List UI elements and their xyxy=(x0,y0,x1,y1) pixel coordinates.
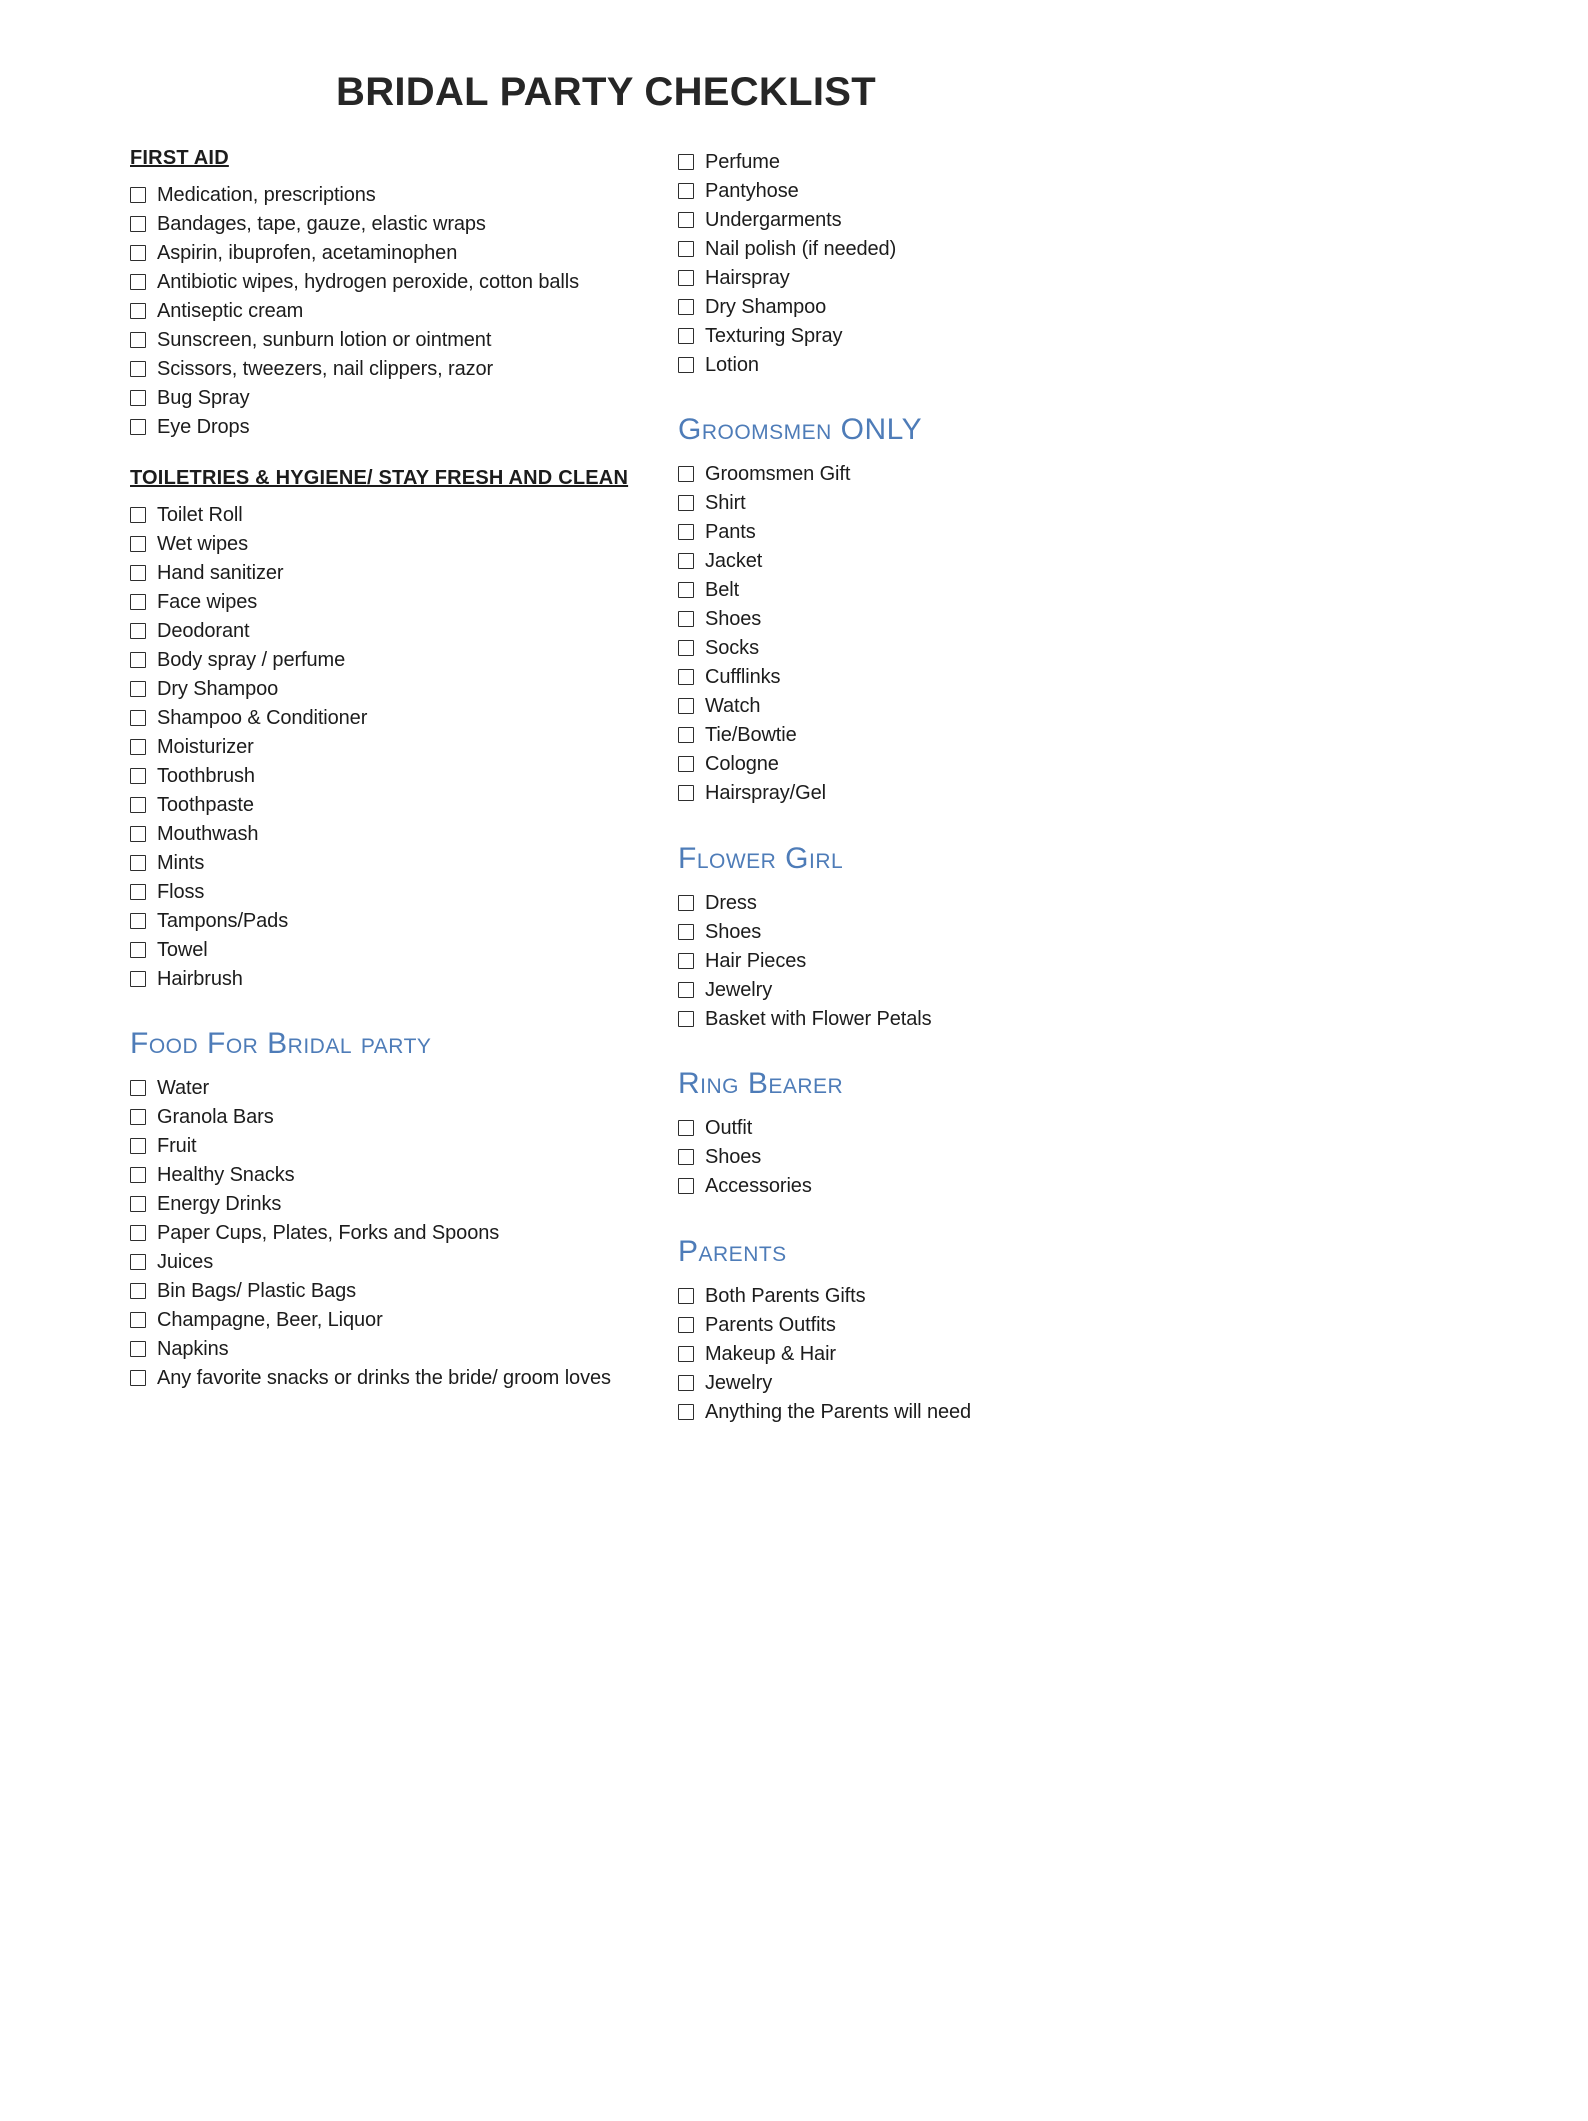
checklist-item xyxy=(130,500,675,529)
checklist-item xyxy=(130,674,675,703)
item-label: Perfume xyxy=(705,150,780,173)
checkbox-icon[interactable] xyxy=(130,1312,146,1328)
checklist-item xyxy=(130,238,675,267)
checklist-item xyxy=(678,1339,1098,1368)
checkbox-icon[interactable] xyxy=(678,495,694,511)
section-ring-bearer xyxy=(678,1067,1098,1201)
checkbox-icon[interactable] xyxy=(130,507,146,523)
item-label: Fruit xyxy=(157,1135,197,1157)
checkbox-icon[interactable] xyxy=(130,1138,146,1154)
checklist-item xyxy=(130,1335,675,1364)
item-label: Mouthwash xyxy=(157,822,259,845)
item-label: Deodorant xyxy=(157,619,250,642)
checkbox-icon[interactable] xyxy=(130,1167,146,1183)
checklist-item xyxy=(678,1368,1098,1397)
checkbox-icon[interactable] xyxy=(678,982,694,998)
checkbox-icon[interactable] xyxy=(678,1178,694,1194)
checklist-item xyxy=(678,946,1098,975)
checkbox-icon[interactable] xyxy=(678,953,694,969)
checkbox-icon[interactable] xyxy=(130,1283,146,1299)
item-label: Watch xyxy=(705,695,761,717)
checkbox-icon[interactable] xyxy=(130,187,146,203)
checklist-item xyxy=(678,663,1098,692)
item-label: Healthy Snacks xyxy=(157,1164,295,1186)
checklist-item xyxy=(130,790,675,819)
item-label: Both Parents Gifts xyxy=(705,1284,866,1307)
item-label: Shoes xyxy=(705,1146,762,1168)
checkbox-icon[interactable] xyxy=(678,1011,694,1027)
checkbox-icon[interactable] xyxy=(130,594,146,610)
page-title: BRIDAL PARTY CHECKLIST xyxy=(336,70,876,114)
checkbox-icon[interactable] xyxy=(678,1317,694,1333)
checklist-item xyxy=(130,819,675,848)
checklist-item xyxy=(130,412,675,441)
checkbox-icon[interactable] xyxy=(130,1225,146,1241)
checklist-item xyxy=(678,1143,1098,1172)
checkbox-icon[interactable] xyxy=(678,212,694,228)
checkbox-icon[interactable] xyxy=(130,768,146,784)
item-label: Tampons/Pads xyxy=(157,909,289,932)
checklist-item xyxy=(678,321,1098,350)
checklist-item xyxy=(678,460,1098,489)
item-label: Bin Bags/ Plastic Bags xyxy=(157,1280,357,1302)
item-label: Jacket xyxy=(705,550,763,572)
checklist-item xyxy=(130,296,675,325)
item-label: Napkins xyxy=(157,1338,229,1360)
item-label: Accessories xyxy=(705,1175,812,1197)
item-label: Towel xyxy=(157,938,208,961)
checkbox-icon[interactable] xyxy=(678,895,694,911)
item-label: Moisturizer xyxy=(157,735,254,758)
checkbox-icon[interactable] xyxy=(678,299,694,315)
checklist-item xyxy=(130,1190,675,1219)
checkbox-icon[interactable] xyxy=(130,942,146,958)
item-label: Groomsmen Gift xyxy=(705,463,851,485)
item-label: Undergarments xyxy=(705,208,842,231)
section-heading-flower-girl: Flower Girl xyxy=(678,841,844,875)
checklist-item xyxy=(678,692,1098,721)
checkbox-icon[interactable] xyxy=(130,681,146,697)
checklist-item xyxy=(130,964,675,993)
checkbox-icon[interactable] xyxy=(678,270,694,286)
item-label: Pants xyxy=(705,521,756,543)
item-label: Toothpaste xyxy=(157,793,254,816)
checklist-item xyxy=(130,935,675,964)
checklist-item xyxy=(678,547,1098,576)
checkbox-icon[interactable] xyxy=(678,640,694,656)
checklist-item xyxy=(678,176,1098,205)
checkbox-icon[interactable] xyxy=(130,797,146,813)
checklist-item xyxy=(130,877,675,906)
checklist-item xyxy=(678,975,1098,1004)
checkbox-icon[interactable] xyxy=(130,565,146,581)
item-label: Juices xyxy=(157,1251,214,1273)
checkbox-icon[interactable] xyxy=(130,361,146,377)
checklist-item xyxy=(130,848,675,877)
checklist-item xyxy=(130,703,675,732)
item-label: Wet wipes xyxy=(157,532,248,555)
checklist-item xyxy=(130,1103,675,1132)
checkbox-icon[interactable] xyxy=(678,1404,694,1420)
item-label: Face wipes xyxy=(157,590,258,613)
checkbox-icon[interactable] xyxy=(678,1346,694,1362)
section-heading-ring-bearer: Ring Bearer xyxy=(678,1067,844,1100)
checkbox-icon[interactable] xyxy=(130,884,146,900)
item-label: Eye Drops xyxy=(157,415,250,438)
checklist-item xyxy=(678,1172,1098,1201)
item-label: Floss xyxy=(157,880,205,903)
checkbox-icon[interactable] xyxy=(678,357,694,373)
item-label: Nail polish (if needed) xyxy=(705,237,897,260)
checklist-item xyxy=(678,263,1098,292)
item-label: Medication, prescriptions xyxy=(157,183,376,206)
checklist-item xyxy=(130,906,675,935)
left-column xyxy=(130,147,675,1393)
checklist-item xyxy=(678,518,1098,547)
section-heading-food-for-bridal-party: Food For Bridal party xyxy=(130,1027,432,1060)
item-label: Pantyhose xyxy=(705,179,799,202)
checkbox-icon[interactable] xyxy=(678,1288,694,1304)
checkbox-icon[interactable] xyxy=(678,466,694,482)
item-label: Dress xyxy=(705,891,757,914)
checklist-item xyxy=(678,888,1098,917)
item-label: Toothbrush xyxy=(157,764,255,787)
item-label: Scissors, tweezers, nail clippers, razor xyxy=(157,357,494,380)
checklist-item xyxy=(130,616,675,645)
checkbox-icon[interactable] xyxy=(130,971,146,987)
checklist-item xyxy=(678,292,1098,321)
checkbox-icon[interactable] xyxy=(130,1080,146,1096)
checkbox-icon[interactable] xyxy=(678,756,694,772)
item-label: Mints xyxy=(157,851,205,874)
item-label: Basket with Flower Petals xyxy=(705,1007,932,1030)
item-label: Dry Shampoo xyxy=(157,677,279,700)
checklist-item xyxy=(678,1310,1098,1339)
item-label: Cufflinks xyxy=(705,666,781,688)
checklist-item xyxy=(678,234,1098,263)
item-label: Granola Bars xyxy=(157,1106,274,1128)
checkbox-icon[interactable] xyxy=(130,1341,146,1357)
item-label: Sunscreen, sunburn lotion or ointment xyxy=(157,328,492,351)
checklist-item xyxy=(130,1277,675,1306)
item-label: Water xyxy=(157,1077,210,1099)
checklist-item xyxy=(130,645,675,674)
item-label: Shoes xyxy=(705,920,762,943)
checklist-item xyxy=(130,325,675,354)
checklist-item xyxy=(678,1114,1098,1143)
checklist-item xyxy=(678,779,1098,808)
checklist-item xyxy=(678,1004,1098,1033)
checkbox-icon[interactable] xyxy=(678,785,694,801)
checklist-item xyxy=(678,489,1098,518)
item-label: Bug Spray xyxy=(157,386,250,409)
item-label: Antiseptic cream xyxy=(157,299,304,322)
item-label: Socks xyxy=(705,637,759,659)
checklist-item xyxy=(678,147,1098,176)
section-beauty-continued xyxy=(678,147,1098,379)
item-label: Hair Pieces xyxy=(705,949,807,972)
checklist-item xyxy=(130,1219,675,1248)
checkbox-icon[interactable] xyxy=(130,1254,146,1270)
right-column xyxy=(678,147,1098,1426)
checklist-item xyxy=(130,180,675,209)
checklist-item xyxy=(678,1397,1098,1426)
item-label: Cologne xyxy=(705,753,779,775)
section-parents xyxy=(678,1235,1098,1427)
checkbox-icon[interactable] xyxy=(678,669,694,685)
checklist-item xyxy=(130,1364,675,1393)
item-label: Lotion xyxy=(705,353,759,376)
item-label: Anything the Parents will need xyxy=(705,1400,972,1423)
checklist-item xyxy=(678,1281,1098,1310)
checkbox-icon[interactable] xyxy=(130,913,146,929)
checkbox-icon[interactable] xyxy=(130,1370,146,1386)
section-food-for-bridal-party xyxy=(130,1027,675,1393)
checkbox-icon[interactable] xyxy=(130,1196,146,1212)
checkbox-icon[interactable] xyxy=(678,183,694,199)
checkbox-icon[interactable] xyxy=(130,390,146,406)
item-label: Hairspray xyxy=(705,266,790,289)
section-heading-toiletries-hygiene: TOILETRIES & HYGIENE/ STAY FRESH AND CLEAN xyxy=(130,467,629,489)
item-label: Toilet Roll xyxy=(157,503,243,526)
item-label: Parents Outfits xyxy=(705,1313,836,1336)
item-label: Hand sanitizer xyxy=(157,561,284,584)
checklist-item xyxy=(130,1132,675,1161)
item-label: Antibiotic wipes, hydrogen peroxide, cotton balls xyxy=(157,270,580,293)
checkbox-icon[interactable] xyxy=(130,216,146,232)
checklist-item xyxy=(678,750,1098,779)
checklist-item xyxy=(130,558,675,587)
item-label: Hairbrush xyxy=(157,967,243,990)
checkbox-icon[interactable] xyxy=(678,1120,694,1136)
section-heading-groomsmen-only: Groomsmen ONLY xyxy=(678,413,923,446)
item-label: Shirt xyxy=(705,492,746,514)
checklist-item xyxy=(130,1248,675,1277)
item-label: Shampoo & Conditioner xyxy=(157,706,368,729)
item-label: Outfit xyxy=(705,1117,753,1139)
checkbox-icon[interactable] xyxy=(130,536,146,552)
checkbox-icon[interactable] xyxy=(678,611,694,627)
checkbox-icon[interactable] xyxy=(130,710,146,726)
item-label: Belt xyxy=(705,579,740,601)
checklist-item xyxy=(678,350,1098,379)
checklist-item xyxy=(130,1306,675,1335)
checklist-item xyxy=(678,721,1098,750)
item-label: Bandages, tape, gauze, elastic wraps xyxy=(157,212,486,235)
item-label: Shoes xyxy=(705,608,762,630)
checkbox-icon[interactable] xyxy=(678,524,694,540)
checkbox-icon[interactable] xyxy=(678,698,694,714)
checklist-item xyxy=(678,605,1098,634)
item-label: Aspirin, ibuprofen, acetaminophen xyxy=(157,241,458,264)
item-label: Jewelry xyxy=(705,978,773,1001)
checklist-item xyxy=(678,576,1098,605)
section-first-aid xyxy=(130,147,675,441)
checkbox-icon[interactable] xyxy=(678,727,694,743)
checklist-item xyxy=(678,917,1098,946)
checkbox-icon[interactable] xyxy=(130,739,146,755)
item-label: Hairspray/Gel xyxy=(705,782,826,804)
checkbox-icon[interactable] xyxy=(130,274,146,290)
checklist-item xyxy=(678,634,1098,663)
checklist-item xyxy=(130,529,675,558)
checkbox-icon[interactable] xyxy=(678,553,694,569)
item-label: Body spray / perfume xyxy=(157,648,346,671)
section-heading-parents: Parents xyxy=(678,1234,787,1268)
item-label: Any favorite snacks or drinks the bride/ groom loves xyxy=(157,1367,611,1389)
section-flower-girl xyxy=(678,842,1098,1034)
checkbox-icon[interactable] xyxy=(130,303,146,319)
section-toiletries-hygiene xyxy=(130,467,675,993)
item-label: Champagne, Beer, Liquor xyxy=(157,1309,383,1331)
item-label: Dry Shampoo xyxy=(705,295,827,318)
checklist-item xyxy=(130,354,675,383)
checkbox-icon[interactable] xyxy=(678,328,694,344)
checkbox-icon[interactable] xyxy=(130,332,146,348)
checkbox-icon[interactable] xyxy=(678,1375,694,1391)
checkbox-icon[interactable] xyxy=(130,419,146,435)
checkbox-icon[interactable] xyxy=(130,855,146,871)
checklist-item xyxy=(130,1074,675,1103)
section-heading-first-aid: FIRST AID xyxy=(130,147,229,169)
item-label: Texturing Spray xyxy=(705,324,843,347)
item-label: Paper Cups, Plates, Forks and Spoons xyxy=(157,1222,500,1244)
item-label: Tie/Bowtie xyxy=(705,724,797,746)
checkbox-icon[interactable] xyxy=(678,154,694,170)
checkbox-icon[interactable] xyxy=(130,245,146,261)
checkbox-icon[interactable] xyxy=(130,826,146,842)
checkbox-icon[interactable] xyxy=(678,582,694,598)
checkbox-icon[interactable] xyxy=(678,924,694,940)
checklist-item xyxy=(130,732,675,761)
checklist-item xyxy=(130,383,675,412)
checkbox-icon[interactable] xyxy=(130,652,146,668)
checklist-item xyxy=(130,587,675,616)
item-label: Energy Drinks xyxy=(157,1193,282,1215)
checkbox-icon[interactable] xyxy=(678,241,694,257)
checklist-item xyxy=(130,267,675,296)
checklist-item xyxy=(130,761,675,790)
section-groomsmen-only xyxy=(678,413,1098,808)
checklist-item xyxy=(130,209,675,238)
checklist-item xyxy=(678,205,1098,234)
checkbox-icon[interactable] xyxy=(678,1149,694,1165)
checkbox-icon[interactable] xyxy=(130,1109,146,1125)
checkbox-icon[interactable] xyxy=(130,623,146,639)
item-label: Makeup & Hair xyxy=(705,1342,836,1365)
checklist-item xyxy=(130,1161,675,1190)
item-label: Jewelry xyxy=(705,1371,773,1394)
